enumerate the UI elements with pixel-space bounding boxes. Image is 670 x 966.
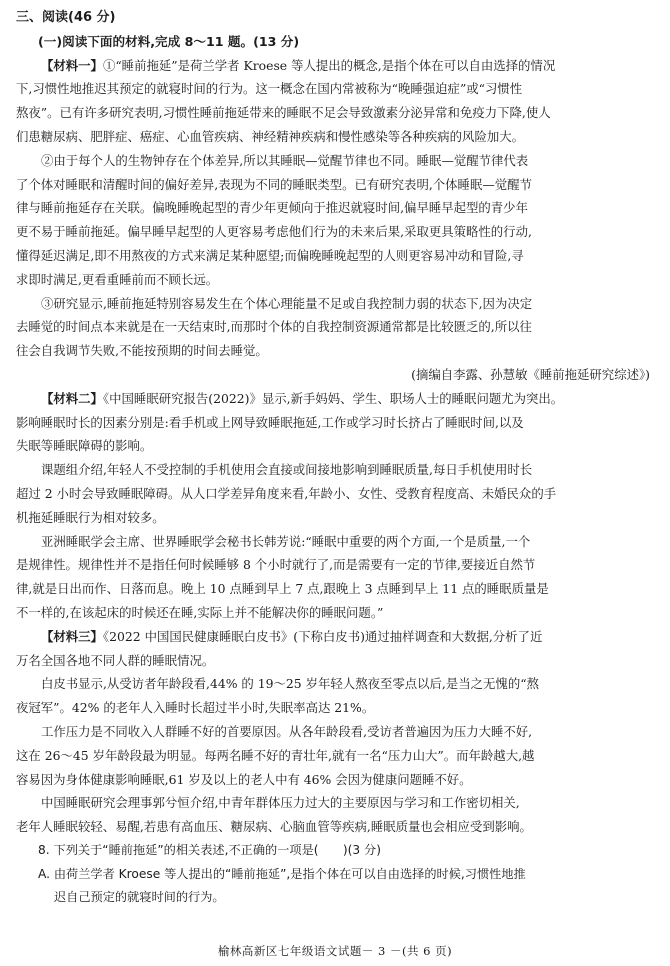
question-8-option-a: A. 由荷兰学者 Kroese 等人提出的“睡前拖延”,是指个体在可以自由选择的时候,习惯性地推 (38, 866, 526, 881)
material-2-p1-line: 影响睡眠时长的因素分别是:看手机或上网导致睡眠拖延,工作或学习时长挤占了睡眠时间,以及 (16, 414, 524, 430)
material-3-p2-line: 白皮书显示,从受访者年龄段看,44% 的 19～25 岁年轻人熬夜至零点以后,是当之无愧的“熬 (41, 676, 539, 692)
material-2-p3-line: 亚洲睡眠学会主席、世界睡眠学会秘书长韩芳说:“睡眠中重要的两个方面,一个是质量,一个 (41, 533, 531, 549)
material-3-p1-line: 万名全国各地不同人群的睡眠情况。 (16, 652, 215, 668)
page-footer: 榆林高新区七年级语文试题－ 3 －(共 6 页) (217, 944, 453, 958)
material-1-p2-line: 懂得延迟满足,即不用熬夜的方式来满足某种愿望;而偏晚睡晚起型的人则更容易冲动和冒险,寻 (16, 247, 524, 263)
material-3-p2-line: 夜冠军”。42% 的老年人入睡时长超过半小时,失眠率高达 21%。 (16, 700, 375, 716)
material-1 (16, 54, 654, 387)
material-1-p3-line: ③研究显示,睡前拖延特别容易发生在个体心理能量不足或自我控制力弱的状态下,因为决定 (41, 295, 533, 311)
question-8-option-a-cont: 迟自己预定的就寝时间的行为。 (54, 890, 225, 905)
material-2-p2-line: 课题组介绍,年轻人不受控制的手机使用会直接或间接地影响到睡眠质量,每日手机使用时长 (41, 462, 533, 478)
material-2 (16, 387, 654, 625)
material-1-p1-line: 们患糖尿病、肥胖症、癌症、心血管疾病、神经精神疾病和慢性感染等各种疾病的风险加大。 (16, 128, 525, 144)
material-1-p1-line: 【材料一】①“睡前拖延”是荷兰学者 Kroese 等人提出的概念,是指个体在可以自由选择的情况 (41, 57, 556, 73)
question-8-stem: 8. 下列关于“睡前拖延”的相关表述,不正确的一项是( )(3 分) (38, 842, 381, 857)
material-2-p3-line: 是规律性。规律性并不是指任何时候睡够 8 个小时就行了,而是需要有一定的节律,要接近自然节 (16, 557, 536, 573)
material-3-p3-line: 这在 26～45 岁年龄段最为明显。每两名睡不好的青壮年,就有一名“压力山大”。而年龄越大,越 (16, 747, 535, 763)
material-2-p2-line: 超过 2 小时会导致睡眠障碍。从人口学差异角度来看,年龄小、女性、受教育程度高、未婚民众的手 (16, 485, 557, 501)
material-3 (16, 625, 654, 839)
material-2-p2-line: 机拖延睡眠行为相对较多。 (16, 509, 165, 525)
material-3-p4-line: 老年人睡眠较轻、易醒,若患有高血压、糖尿病、心脑血管等疾病,睡眠质量也会相应受到影响。 (16, 819, 532, 835)
material-1-p2-line: 更不易于睡前拖延。偏早睡早起型的人更容易考虑他们行为的未来后果,采取更具策略性的行动, (16, 224, 532, 240)
material-1-p3-line: 去睡觉的时间点本来就是在一天结束时,而那时个体的自我控制资源通常都是比较匮乏的,所以往 (16, 319, 532, 335)
material-1-p2-line: ②由于每个人的生物钟存在个体差异,所以其睡眠—觉醒节律也不同。睡眠—觉醒节律代表 (41, 152, 529, 168)
material-1-p2-line: 律与睡前拖延存在关联。偏晚睡晚起型的青少年更倾向于推迟就寝时间,偏早睡早起型的青少年 (16, 200, 528, 216)
material-1-p2-line: 求即时满足,更看重睡前而不顾长远。 (16, 271, 219, 287)
material-1-p3-line: 往会自我调节失败,不能按预期的时间去睡觉。 (16, 343, 268, 359)
material-1-p1-line: 熬夜”。已有许多研究表明,习惯性睡前拖延带来的睡眠不足会导致激素分泌异常和免疫力下降,使人 (16, 105, 551, 121)
section-title: 三、阅读(46 分) (16, 10, 116, 25)
material-3-label: 【材料三】 (41, 628, 103, 644)
material-2-label: 【材料二】 (41, 390, 103, 406)
material-3-p1-line: 【材料三】《2022 中国国民健康睡眠白皮书》(下称白皮书)通过抽样调查和大数据,分析了近 (41, 628, 543, 644)
material-2-p3-line: 律,就是日出而作、日落而息。晚上 10 点睡到早上 7 点,跟晚上 3 点睡到早上 11 点的睡眠质量是 (16, 581, 549, 597)
material-2-p1-line: 【材料二】《中国睡眠研究报告(2022)》显示,新手妈妈、学生、职场人士的睡眠问题尤为突出。 (41, 390, 564, 406)
material-3-p3-line: 工作压力是不同收入人群睡不好的首要原因。从各年龄段看,受访者普遍因为压力大睡不好, (41, 723, 533, 739)
material-1-p1-line: 下,习惯性地推迟其预定的就寝时间的行为。这一概念在国内常被称为“晚睡强迫症”或“习惯性 (16, 81, 523, 97)
subsection-title: (一)阅读下面的材料,完成 8～11 题。(13 分) (38, 33, 300, 49)
material-1-source: (摘编自李露、孙慧敏《睡前拖延研究综述》) (411, 366, 650, 382)
material-2-p1-line: 失眠等睡眠障碍的影响。 (16, 438, 153, 454)
material-3-p3-line: 容易因为身体健康影响睡眠,61 岁及以上的老人中有 46% 会因为健康问题睡不好。 (16, 771, 472, 787)
material-3-p4-line: 中国睡眠研究会理事郭兮恒介绍,中青年群体压力过大的主要原因与学习和工作密切相关, (41, 795, 520, 811)
material-2-p3-line: 不一样的,在该起床的时候还在睡,实际上并不能解决你的睡眠问题。” (16, 604, 384, 620)
material-1-p2-line: 了个体对睡眠和清醒时间的偏好差异,表现为不同的睡眠类型。已有研究表明,个体睡眠—觉醒节 (16, 176, 532, 192)
material-1-label: 【材料一】 (41, 57, 103, 73)
question-8 (16, 839, 654, 910)
